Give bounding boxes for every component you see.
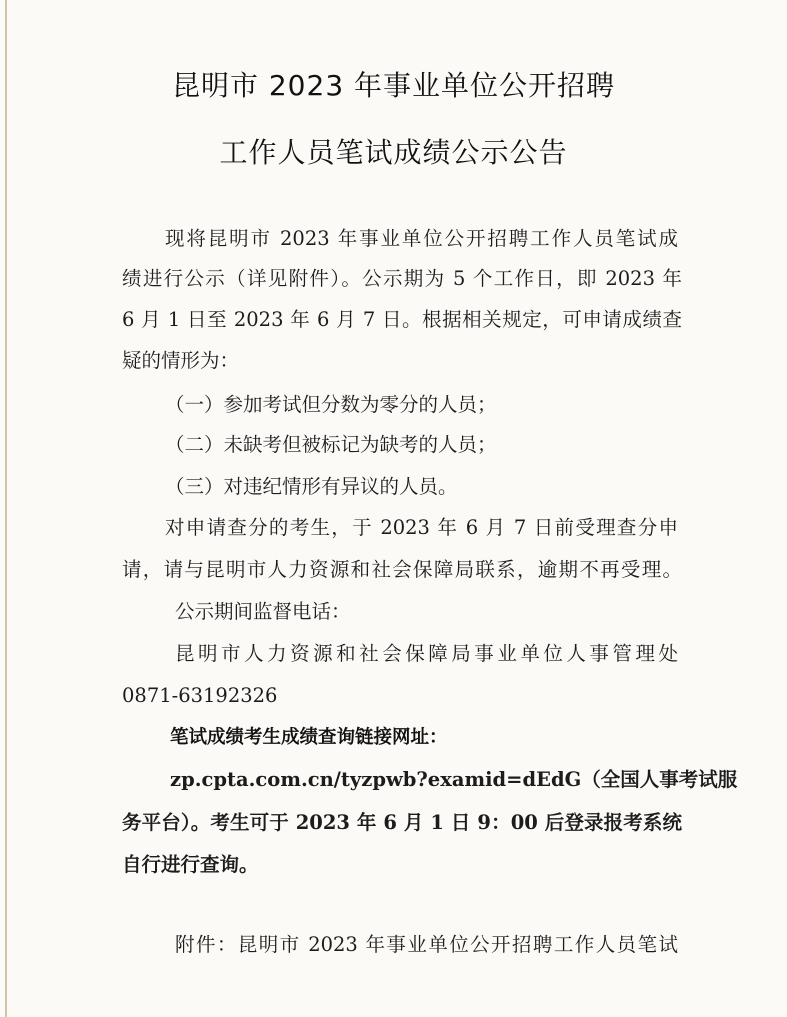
list-item-2: （二）未缺考但被标记为缺考的人员； xyxy=(165,433,497,456)
paragraph-1-line-1: 现将昆明市 2023 年事业单位公开招聘工作人员笔试成 xyxy=(165,227,678,250)
document-title-line-1: 昆明市 2023 年事业单位公开招聘 xyxy=(171,69,616,102)
paragraph-2-line-2: 请，请与昆明市人力资源和社会保障局联系，逾期不再受理。 xyxy=(122,558,682,581)
paragraph-1-line-2: 绩进行公示（详见附件）。公示期为 5 个工作日，即 2023 年 xyxy=(122,267,682,290)
supervision-phone-number: 0871-63192326 xyxy=(122,684,278,707)
score-query-line-2: 务平台）。考生可于 2023 年 6 月 1 日 9：00 后登录报考系统 xyxy=(122,811,682,834)
supervision-office-name: 昆明市人力资源和社会保障局事业单位人事管理处 xyxy=(175,642,678,665)
attachment-line: 附件：昆明市 2023 年事业单位公开招聘工作人员笔试 xyxy=(175,933,678,956)
paragraph-1-line-4: 疑的情形为： xyxy=(122,349,240,372)
paragraph-2-line-1: 对申请查分的考生，于 2023 年 6 月 7 日前受理查分申 xyxy=(165,516,678,539)
paragraph-1-line-3: 6 月 1 日至 2023 年 6 月 7 日。根据相关规定，可申请成绩查 xyxy=(122,308,682,331)
list-item-1: （一）参加考试但分数为零分的人员； xyxy=(165,393,497,416)
document-title-line-2: 工作人员笔试成绩公示公告 xyxy=(219,136,568,169)
supervision-phone-heading: 公示期间监督电话： xyxy=(175,600,351,623)
score-query-url-line[interactable]: zp.cpta.com.cn/tyzpwb?examid=dEdG（全国人事考试服 xyxy=(170,768,738,791)
list-item-3: （三）对违纪情形有异议的人员。 xyxy=(165,475,458,498)
score-query-line-3: 自行进行查询。 xyxy=(122,853,259,876)
score-query-heading: 笔试成绩考生成绩查询链接网址： xyxy=(170,727,448,748)
